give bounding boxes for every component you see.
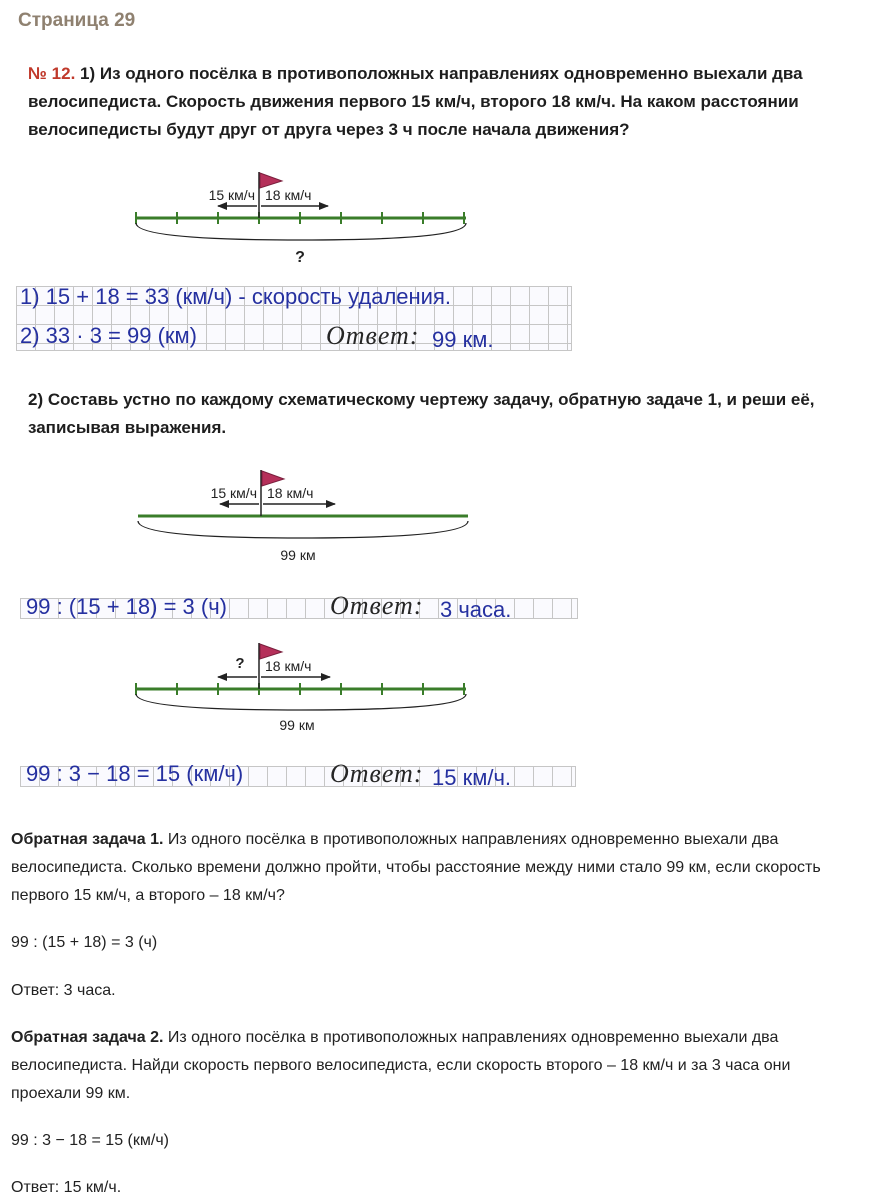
left-speed-label: 15 км/ч xyxy=(208,187,255,203)
flag-icon xyxy=(260,644,282,659)
inverse-problem-1-label: Обратная задача 1. xyxy=(11,831,164,848)
inverse-problem-2-expression: 99 : 3 − 18 = 15 (км/ч) xyxy=(11,1132,169,1149)
left-speed-label: ? xyxy=(235,655,245,672)
inverse-problem-2 xyxy=(11,1024,861,1108)
flag-icon xyxy=(260,173,282,188)
task-1-text: 1) Из одного посёлка в противоположных направлениях одновременно выехали два велосипедиста. Скорость движения первого 15 км/ч, второго 18 км/ч. На каком расстоянии велосипедисты будут друг от друга через 3 ч после начала движения? xyxy=(28,64,803,139)
flag-icon xyxy=(262,471,284,486)
solution-3-answer-word: Ответ: xyxy=(330,759,424,788)
inverse-problem-1 xyxy=(11,826,861,910)
diagram-3 xyxy=(136,643,466,733)
solution-2-expression: 99 : (15 + 18) = 3 (ч) xyxy=(26,594,228,619)
inverse-problem-2-text: Из одного посёлка в противоположных направлениях одновременно выехали два велосипедиста. Найди скорость первого велосипедиста, если скорость второго – 18 км/ч и за 3 часа они проехали 99 км. xyxy=(11,1029,791,1102)
solution-2-answer: 3 часа. xyxy=(440,597,512,622)
solution-3-answer: 15 км/ч. xyxy=(432,765,512,790)
solution-1-answer-word: Ответ: xyxy=(326,321,420,350)
distance-brace xyxy=(138,521,468,538)
inverse-problem-1-text: Из одного посёлка в противоположных направлениях одновременно выехали два велосипедиста. Сколько времени должно пройти, чтобы расстояние между ними стало 99 км, если скорость первого 15 км/ч, а второго – 18 км/ч? xyxy=(11,831,821,904)
solution-3-expression: 99 : 3 − 18 = 15 (км/ч) xyxy=(26,761,244,786)
right-speed-label: 18 км/ч xyxy=(265,187,312,203)
task-2-statement: 2) Составь устно по каждому схематическому чертежу задачу, обратную задаче 1, и реши её, записывая выражения. xyxy=(28,390,815,437)
distance-label: ? xyxy=(295,249,305,266)
inverse-problem-1-expression: 99 : (15 + 18) = 3 (ч) xyxy=(11,934,158,951)
solution-2-answer-word: Ответ: xyxy=(330,591,424,620)
distance-label: 99 км xyxy=(279,717,315,733)
distance-brace xyxy=(136,223,466,240)
solution-1-answer: 99 км. xyxy=(432,327,494,352)
task-number: № 12. xyxy=(28,64,76,83)
diagram-1 xyxy=(136,172,466,266)
page-title: Страница 29 xyxy=(18,10,136,31)
inverse-problem-2-answer: Ответ: 15 км/ч. xyxy=(11,1179,122,1196)
right-speed-label: 18 км/ч xyxy=(267,485,314,501)
inverse-problem-2-label: Обратная задача 2. xyxy=(11,1029,164,1046)
solution-1-line-1: 1) 15 + 18 = 33 (км/ч) - скорость удаления. xyxy=(20,284,451,309)
left-speed-label: 15 км/ч xyxy=(210,485,257,501)
inverse-problem-1-answer: Ответ: 3 часа. xyxy=(11,982,116,999)
solution-1-line-2: 2) 33 · 3 = 99 (км) xyxy=(20,323,197,348)
diagram-2 xyxy=(138,470,468,563)
distance-label: 99 км xyxy=(280,547,316,563)
distance-brace xyxy=(136,694,466,710)
right-speed-label: 18 км/ч xyxy=(265,658,312,674)
